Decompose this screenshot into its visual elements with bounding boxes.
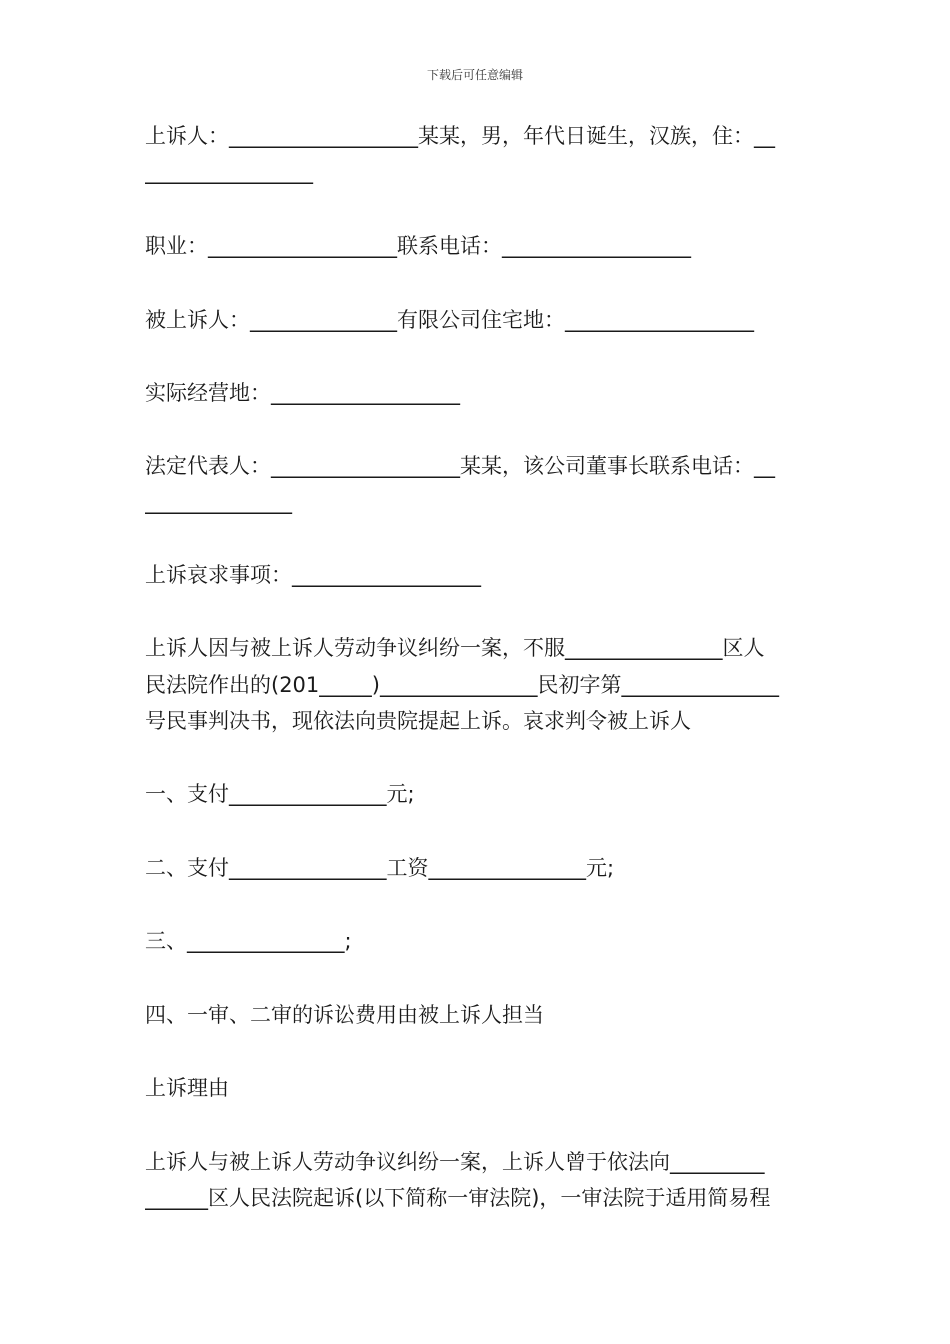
business-address-line: 实际经营地：__________________ <box>145 381 460 405</box>
appellee-line: 被上诉人：______________有限公司住宅地：__________________ <box>145 308 754 332</box>
legal-representative-line: 法定代表人：__________________某某，该公司董事长联系电话：__ <box>145 454 775 478</box>
request-item-2: 二、支付_______________工资_______________元; <box>145 856 615 880</box>
appeal-requests-line: 上诉哀求事项：__________________ <box>145 563 481 587</box>
occupation-line: 职业：__________________联系电话：__________________ <box>145 234 691 258</box>
paragraph-line: 号民事判决书，现依法向贵院提起上诉。哀求判令被上诉人 <box>145 709 691 733</box>
paragraph-line: 上诉人与被上诉人劳动争议纠纷一案，上诉人曾于依法向_________ <box>145 1150 765 1174</box>
paragraph-line: 上诉人因与被上诉人劳动争议纠纷一案，不服_______________区人 <box>145 636 765 660</box>
header-note: 下载后可任意编辑 <box>426 68 523 82</box>
appeal-reasons-heading: 上诉理由 <box>145 1076 229 1100</box>
representative-phone-line: ______________ <box>145 490 292 514</box>
request-item-4: 四、一审、二审的诉讼费用由被上诉人担当 <box>145 1003 544 1027</box>
appellant-address-line: ________________ <box>145 160 313 184</box>
appellant-line: 上诉人：__________________某某，男，年代日诞生，汉族，住：__ <box>145 124 775 148</box>
paragraph-line: ______区人民法院起诉(以下简称一审法院)，一审法院于适用简易程 <box>145 1186 771 1210</box>
paragraph-line: 民法院作出的(201_____)_______________民初字第_______________ <box>145 673 779 697</box>
request-item-1: 一、支付_______________元; <box>145 782 415 806</box>
request-item-3: 三、_______________; <box>145 929 352 953</box>
